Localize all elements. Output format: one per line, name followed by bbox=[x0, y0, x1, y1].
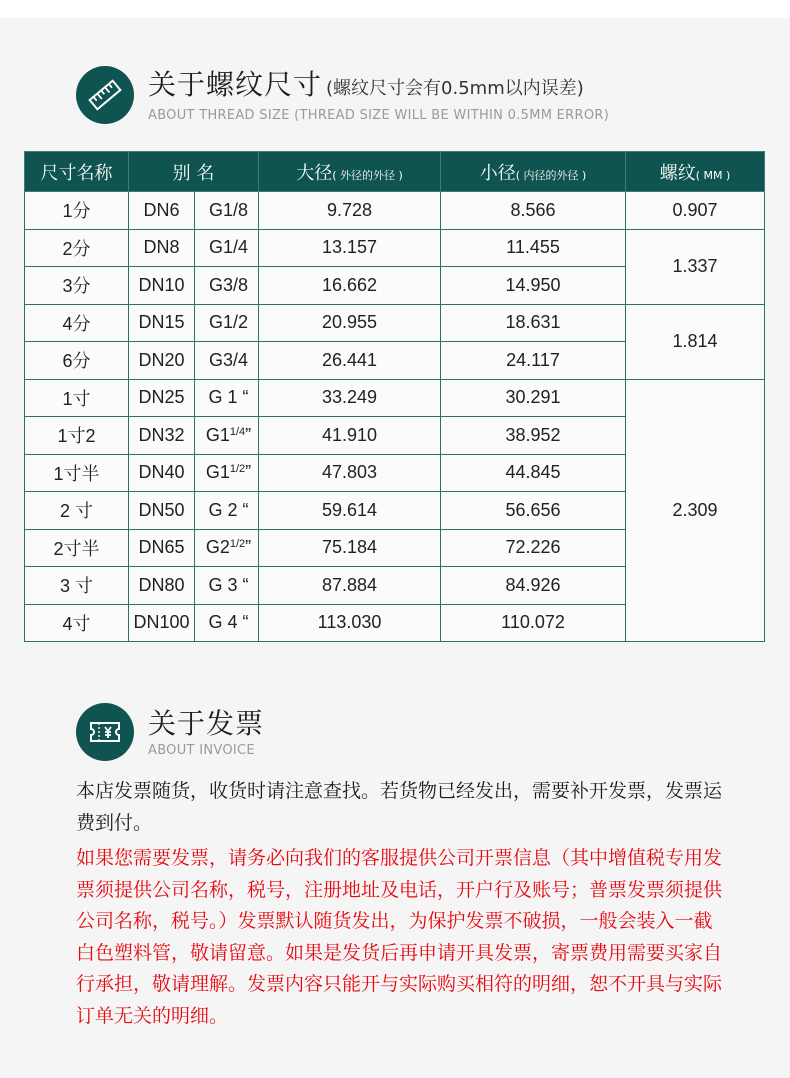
cell-outer: 9.728 bbox=[259, 192, 441, 230]
cell-g: $G1^{1/4}$” bbox=[195, 417, 259, 455]
cell-pitch: 0.907 bbox=[626, 192, 765, 230]
table-header-row bbox=[25, 152, 765, 192]
cell-size: 2 寸 bbox=[25, 492, 129, 530]
cell-g: G1/8 bbox=[195, 192, 259, 230]
cell-g: G3/8 bbox=[195, 267, 259, 305]
invoice-notice-text: 本店发票随货，收货时请注意查找。若货物已经发出，需要补开发票，发票运费到付。 bbox=[76, 780, 723, 834]
cell-pitch: 2.309 bbox=[626, 379, 765, 642]
invoice-icon bbox=[76, 703, 134, 761]
cell-size: 2分 bbox=[25, 229, 129, 267]
cell-inner: 30.291 bbox=[441, 379, 626, 417]
cell-outer: 75.184 bbox=[259, 529, 441, 567]
cell-g: G 3 “ bbox=[195, 567, 259, 605]
cell-dn: DN80 bbox=[129, 567, 195, 605]
cell-size: 3 寸 bbox=[25, 567, 129, 605]
ruler-icon bbox=[76, 66, 134, 124]
cell-g: $G1^{1/2}$” bbox=[195, 454, 259, 492]
cell-size: 4分 bbox=[25, 304, 129, 342]
thread-section-subtitle: ABOUT THREAD SIZE (THREAD SIZE WILL BE WITHIN 0.5MM ERROR) bbox=[148, 107, 610, 123]
cell-pitch: 1.337 bbox=[626, 229, 765, 304]
cell-pitch: 1.814 bbox=[626, 304, 765, 379]
cell-inner: 84.926 bbox=[441, 567, 626, 605]
cell-dn: DN20 bbox=[129, 342, 195, 380]
cell-outer: 26.441 bbox=[259, 342, 441, 380]
table-row bbox=[25, 304, 765, 342]
cell-dn: DN25 bbox=[129, 379, 195, 417]
cell-dn: DN65 bbox=[129, 529, 195, 567]
invoice-section-header bbox=[76, 703, 264, 761]
thread-size-table bbox=[24, 151, 765, 642]
cell-inner: 8.566 bbox=[441, 192, 626, 230]
table-row bbox=[25, 192, 765, 230]
thread-section-note: (螺纹尺寸会有0.5mm以内误差) bbox=[326, 77, 584, 99]
cell-outer: 41.910 bbox=[259, 417, 441, 455]
cell-inner: 38.952 bbox=[441, 417, 626, 455]
cell-outer: 20.955 bbox=[259, 304, 441, 342]
cell-size: 4寸 bbox=[25, 604, 129, 642]
cell-g: G3/4 bbox=[195, 342, 259, 380]
cell-dn: DN15 bbox=[129, 304, 195, 342]
thread-section-title: 关于螺纹尺寸 (螺纹尺寸会有0.5mm以内误差) bbox=[148, 67, 584, 101]
cell-outer: 113.030 bbox=[259, 604, 441, 642]
cell-size: 1寸半 bbox=[25, 454, 129, 492]
cell-size: 2寸半 bbox=[25, 529, 129, 567]
cell-outer: 16.662 bbox=[259, 267, 441, 305]
cell-dn: DN8 bbox=[129, 229, 195, 267]
header-pitch: 螺纹( MM ) bbox=[626, 152, 765, 192]
cell-inner: 72.226 bbox=[441, 529, 626, 567]
invoice-warning-text: 如果您需要发票，请务必向我们的客服提供公司开票信息（其中增值税专用发票须提供公司名称，税号，注册地址及电话，开户行及账号；普票发票须提供公司名称，税号。）发票默认随货发出，为保护发票不破损，一般会装入一截白色塑料管，敬请留意。如果是发货后再申请开具发票，寄票费用需要买家自行承担，敬请理解。发票内容只能开与实际购买相符的明细，恕不开具与实际订单无关的明细。 bbox=[76, 847, 723, 1027]
cell-inner: 24.117 bbox=[441, 342, 626, 380]
cell-g: G1/2 bbox=[195, 304, 259, 342]
cell-g: G1/4 bbox=[195, 229, 259, 267]
header-inner: 小径( 内径的外径 ) bbox=[441, 152, 626, 192]
cell-outer: 87.884 bbox=[259, 567, 441, 605]
cell-dn: DN100 bbox=[129, 604, 195, 642]
cell-g: G 1 “ bbox=[195, 379, 259, 417]
cell-dn: DN50 bbox=[129, 492, 195, 530]
cell-inner: 14.950 bbox=[441, 267, 626, 305]
cell-inner: 18.631 bbox=[441, 304, 626, 342]
invoice-section-title: 关于发票 bbox=[148, 706, 265, 740]
cell-inner: 110.072 bbox=[441, 604, 626, 642]
cell-dn: DN32 bbox=[129, 417, 195, 455]
cell-outer: 33.249 bbox=[259, 379, 441, 417]
top-band bbox=[0, 0, 790, 18]
thread-section-header bbox=[76, 66, 609, 124]
table-row bbox=[25, 229, 765, 267]
header-size: 尺寸名称 bbox=[25, 152, 129, 192]
cell-size: 6分 bbox=[25, 342, 129, 380]
cell-inner: 44.845 bbox=[441, 454, 626, 492]
cell-size: 3分 bbox=[25, 267, 129, 305]
table-row bbox=[25, 379, 765, 417]
cell-dn: DN10 bbox=[129, 267, 195, 305]
header-outer: 大径( 外径的外径 ) bbox=[259, 152, 441, 192]
cell-dn: DN6 bbox=[129, 192, 195, 230]
cell-g: G 2 “ bbox=[195, 492, 259, 530]
cell-size: 1寸2 bbox=[25, 417, 129, 455]
cell-dn: DN40 bbox=[129, 454, 195, 492]
invoice-section-subtitle: ABOUT INVOICE bbox=[148, 742, 255, 758]
cell-inner: 56.656 bbox=[441, 492, 626, 530]
cell-outer: 47.803 bbox=[259, 454, 441, 492]
cell-outer: 13.157 bbox=[259, 229, 441, 267]
cell-size: 1寸 bbox=[25, 379, 129, 417]
header-alias: 别 名 bbox=[129, 152, 259, 192]
cell-outer: 59.614 bbox=[259, 492, 441, 530]
cell-size: 1分 bbox=[25, 192, 129, 230]
cell-g: G 4 “ bbox=[195, 604, 259, 642]
cell-g: $G2^{1/2}$” bbox=[195, 529, 259, 567]
cell-inner: 11.455 bbox=[441, 229, 626, 267]
